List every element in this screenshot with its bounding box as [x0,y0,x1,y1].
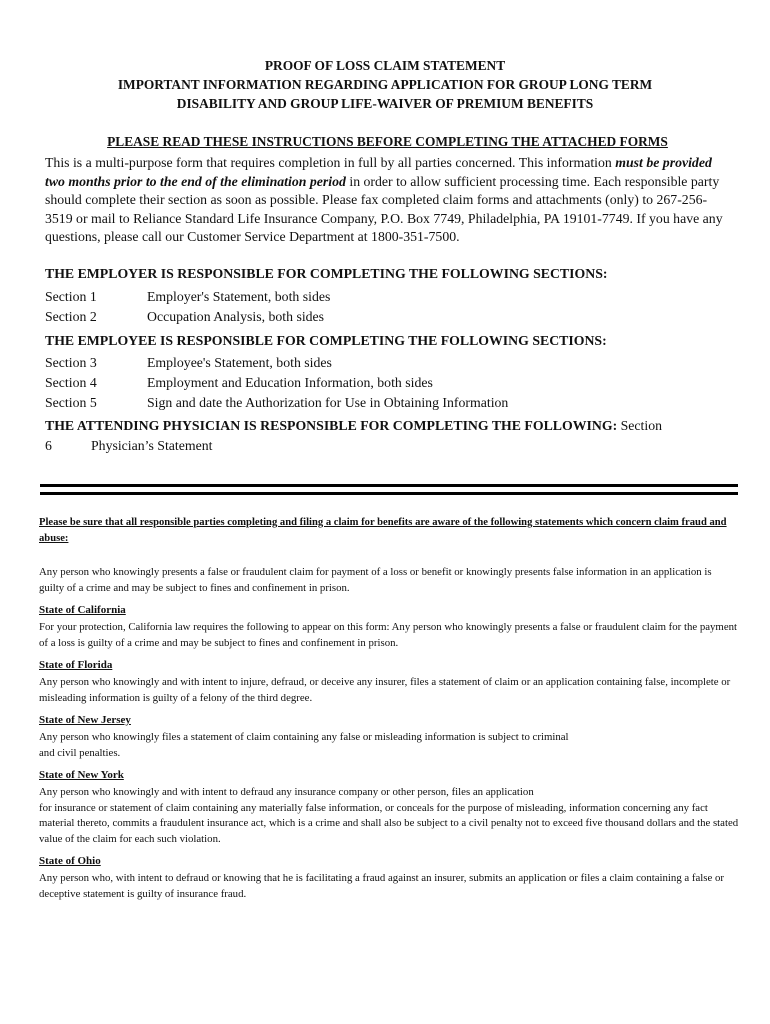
statement-line: Any person who knowingly and with intent to defraud any insurance company or other person, files an application [39,786,534,798]
title-line-3: DISABILITY AND GROUP LIFE-WAIVER OF PREMIUM BENEFITS [176,96,594,111]
physician-section-number: 6 [45,438,52,453]
employer-section-row [45,289,330,305]
state-statement-ohio: Any person who, with intent to defraud or knowing that he is facilitating a fraud against an insurer, submits an application or files a claim containing a false or deceptive statement is guilty of insurance fraud. [39,872,724,900]
employee-section-row [45,395,508,411]
state-heading-new-york: State of New York [39,769,124,781]
state-statement-new-jersey [39,730,739,761]
document-title [40,56,730,113]
section-description: Employee's Statement, both sides [147,355,332,370]
fraud-intro: Please be sure that all responsible parties completing and filing a claim for benefits are aware of the following statements which concern claim fraud and abuse: [39,517,727,544]
employee-section-row [45,355,332,371]
section-description: Occupation Analysis, both sides [147,309,325,324]
physician-block [45,416,735,456]
instructions-paragraph [45,154,725,247]
section-description: Employment and Education Information, both sides [147,375,433,390]
employer-heading: THE EMPLOYER IS RESPONSIBLE FOR COMPLETING THE FOLLOWING SECTIONS: [45,266,608,281]
section-number: Section 5 [45,395,97,410]
section-number: Section 3 [45,355,97,370]
physician-section-description: Physician’s Statement [91,438,213,453]
state-statement-new-york [39,785,739,847]
title-line-1: PROOF OF LOSS CLAIM STATEMENT [264,58,506,73]
title-line-2: IMPORTANT INFORMATION REGARDING APPLICATION FOR GROUP LONG TERM [117,77,653,92]
intro-text-a: This is a multi-purpose form that requires completion in full by all parties concerned. This information [45,155,616,170]
intro-emphasis: must be provided two months prior to the end of the elimination period [45,155,712,189]
state-heading-california: State of California [39,604,126,616]
state-statement-california: For your protection, California law requires the following to appear on this form: Any person who knowingly presents a false or fraudulent claim for the payment of a loss is guilty of a crime and may be subject to fines and confinement in prison. [39,621,738,649]
section-number: Section 1 [45,289,97,304]
state-heading-florida: State of Florida [39,659,113,671]
state-heading-new-jersey: State of New Jersey [39,714,131,726]
divider-rule [40,492,738,495]
statement-line: Any person who knowingly files a statement of claim containing any false or misleading information is subject to criminal [39,731,569,743]
employer-section-row [45,309,324,325]
section-number: Section 4 [45,375,97,390]
statement-line: for insurance or statement of claim containing any materially false information, or conceals for the purpose of misleading, information concerning any fact material thereto, commits a fraudulent insurance act, which is a crime and shall also be subject to a civil penalty not to exceed five thousand dollars and the stated value of the claim for each such violation. [39,801,739,845]
instructions-heading: PLEASE READ THESE INSTRUCTIONS BEFORE COMPLETING THE ATTACHED FORMS [107,134,668,149]
employee-section-row [45,375,433,391]
section-number: Section 2 [45,309,97,324]
section-description: Sign and date the Authorization for Use in Obtaining Information [147,395,509,410]
statement-line: and civil penalties. [39,746,121,759]
state-heading-ohio: State of Ohio [39,855,101,867]
state-statement-florida: Any person who knowingly and with intent to injure, defraud, or deceive any insurer, files a statement of claim or an application containing false, incomplete or misleading information is guilty of a felony of the third degree. [39,676,731,704]
physician-heading: THE ATTENDING PHYSICIAN IS RESPONSIBLE FOR COMPLETING THE FOLLOWING: [45,418,618,433]
employee-heading: THE EMPLOYEE IS RESPONSIBLE FOR COMPLETING THE FOLLOWING SECTIONS: [45,333,607,348]
physician-section-word: Section [620,418,663,433]
divider-rule [40,484,738,487]
section-description: Employer's Statement, both sides [147,289,331,304]
intro-text-b: in order to allow sufficient processing time. Each responsible party should complete their section as soon as possible. Please fax completed claim forms and attachments (only) to 267-256-3519 or mail to Reliance Standard Life Insurance Company, P.O. Box 7749, Philadelphia, PA 19101-7749. If you have any questions, please call our Customer Service Department at 1800-351-7500. [45,173,723,244]
general-fraud-statement: Any person who knowingly presents a false or fraudulent claim for payment of a loss or benefit or knowingly presents false information in an application is guilty of a crime and may be subject to fines and confinement in prison. [39,566,712,594]
